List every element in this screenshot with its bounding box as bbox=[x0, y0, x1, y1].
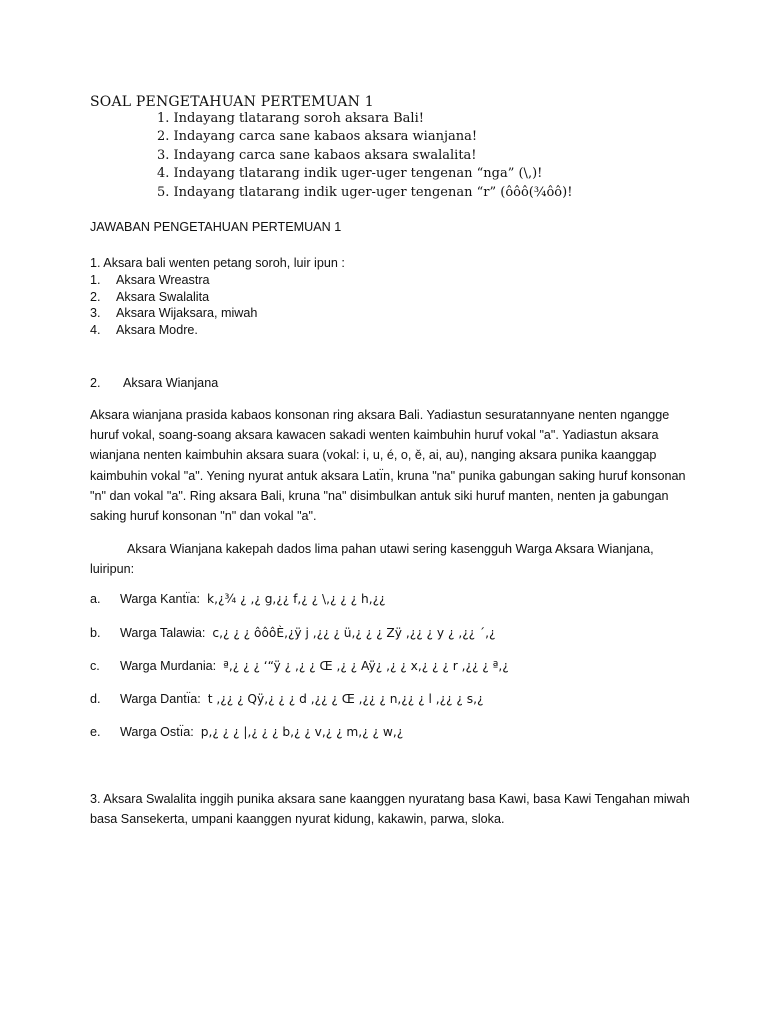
list-item-text: Aksara Swalalita bbox=[116, 289, 210, 304]
wianjana-intro-text: Aksara Wianjana kakepah dados lima pahan utawi sering kasengguh Warga Aksara Wianjana, luiripun: bbox=[90, 542, 654, 577]
warga-letter: c. bbox=[90, 659, 100, 673]
warga-letter: e. bbox=[90, 725, 101, 739]
questions-list bbox=[157, 110, 572, 202]
warga-label: Warga Dantı̈a: bbox=[120, 692, 201, 706]
list-item bbox=[90, 289, 257, 306]
section1-heading: 1. Aksara bali wenten petang soroh, luir ipun : bbox=[90, 256, 345, 270]
list-item-text: Aksara Wijaksara, miwah bbox=[116, 306, 258, 321]
aksara-list bbox=[90, 272, 257, 339]
warga-glyphs: t ,¿¿ ¿ Qÿ,¿ ¿ ¿ d ,¿¿ ¿ Œ ,¿¿ ¿ n,¿¿ ¿ l ,¿¿ ¿ s,¿ bbox=[207, 692, 484, 706]
warga-label: Warga Ostı̈a: bbox=[120, 725, 194, 739]
section2-heading bbox=[90, 376, 218, 390]
question-item: 2. Indayang carca sane kabaos aksara wianjana! bbox=[157, 129, 478, 145]
warga-item bbox=[90, 659, 509, 673]
warga-item bbox=[90, 692, 483, 706]
wianjana-paragraph: Aksara wianjana prasida kabaos konsonan ring aksara Bali. Yadiastun sesuratannyane nenten ngangge huruf vokal, soang-soang aksara kawacen sakadi wenten kaimbuhin huruf vokal "a". Yadiastun aksara wianjana nenten kaimbuhin aksara suara (vokal: i, u, é, o, ě, ai, au), nanging aksara punika kaanggap kaimbuhin vokal "a". Yening nyurat antuk aksara Latı̈n, kruna "na" punika gabungan saking huruf konsonan "n" dan vokal "a". Ring aksara Bali, kruna "na" disimbulkan antuk siki huruf manten, nenten ja gabungan saking huruf konsonan "n" dan vokal "a". bbox=[90, 408, 686, 524]
list-item-number: 1. bbox=[90, 273, 101, 287]
list-item bbox=[90, 322, 257, 339]
warga-letter: b. bbox=[90, 626, 101, 640]
list-item bbox=[90, 272, 257, 289]
list-item-number: 2. bbox=[90, 289, 101, 304]
list-item-number: 4. bbox=[90, 323, 101, 338]
list-item-text: Aksara Modre. bbox=[116, 323, 198, 338]
warga-label: Warga Kantı̈a: bbox=[120, 592, 201, 606]
question-item: 4. Indayang tlatarang indik uger-uger tengenan “nga” (\,)! bbox=[157, 166, 543, 182]
section2-number: 2. bbox=[90, 376, 101, 390]
questions-title: SOAL PENGETAHUAN PERTEMUAN 1 bbox=[90, 94, 374, 110]
wianjana-intro bbox=[90, 539, 680, 579]
answers-title: JAWABAN PENGETAHUAN PERTEMUAN 1 bbox=[90, 220, 342, 234]
warga-glyphs: ª,¿ ¿ ¿ ‘“ÿ ¿ ,¿ ¿ Œ ,¿ ¿ Aÿ¿ ,¿ ¿ x,¿ ¿ ¿ r ,¿¿ ¿ ª,¿ bbox=[223, 659, 509, 673]
swalalita-paragraph: 3. Aksara Swalalita inggih punika aksara sane kaanggen nyuratang basa Kawi, basa Kawi Tengahan miwah basa Sansekerta, umpani kaanggen nyurat kidung, kakawin, parwa, sloka. bbox=[90, 792, 690, 827]
warga-label: Warga Talawia: bbox=[120, 626, 206, 640]
list-item-number: 3. bbox=[90, 306, 101, 321]
warga-glyphs: c,¿ ¿ ¿ ôôôÈ,¿ÿ j ,¿¿ ¿ ü,¿ ¿ ¿ Zÿ ,¿¿ ¿ y ¿ ,¿¿ ´,¿ bbox=[212, 626, 496, 640]
warga-glyphs: k,¿¾ ¿ ,¿ g,¿¿ f,¿ ¿ \,¿ ¿ ¿ h,¿¿ bbox=[207, 592, 386, 606]
warga-letter: d. bbox=[90, 692, 101, 706]
list-item bbox=[90, 305, 257, 322]
question-item: 3. Indayang carca sane kabaos aksara swalalita! bbox=[157, 147, 477, 163]
warga-letter: a. bbox=[90, 592, 101, 606]
warga-item bbox=[90, 592, 386, 606]
warga-glyphs: p,¿ ¿ ¿ |,¿ ¿ ¿ b,¿ ¿ v,¿ ¿ m,¿ ¿ w,¿ bbox=[200, 725, 404, 739]
list-item-text: Aksara Wreastra bbox=[116, 273, 210, 287]
warga-label: Warga Murdania: bbox=[120, 659, 217, 673]
warga-item bbox=[90, 725, 403, 739]
question-item: 1. Indayang tlatarang soroh aksara Bali! bbox=[157, 111, 424, 126]
section2-title: Aksara Wianjana bbox=[123, 376, 219, 390]
question-item: 5. Indayang tlatarang indik uger-uger tengenan “r” (ôôô(¾ôô)! bbox=[157, 184, 573, 200]
warga-item bbox=[90, 626, 495, 640]
